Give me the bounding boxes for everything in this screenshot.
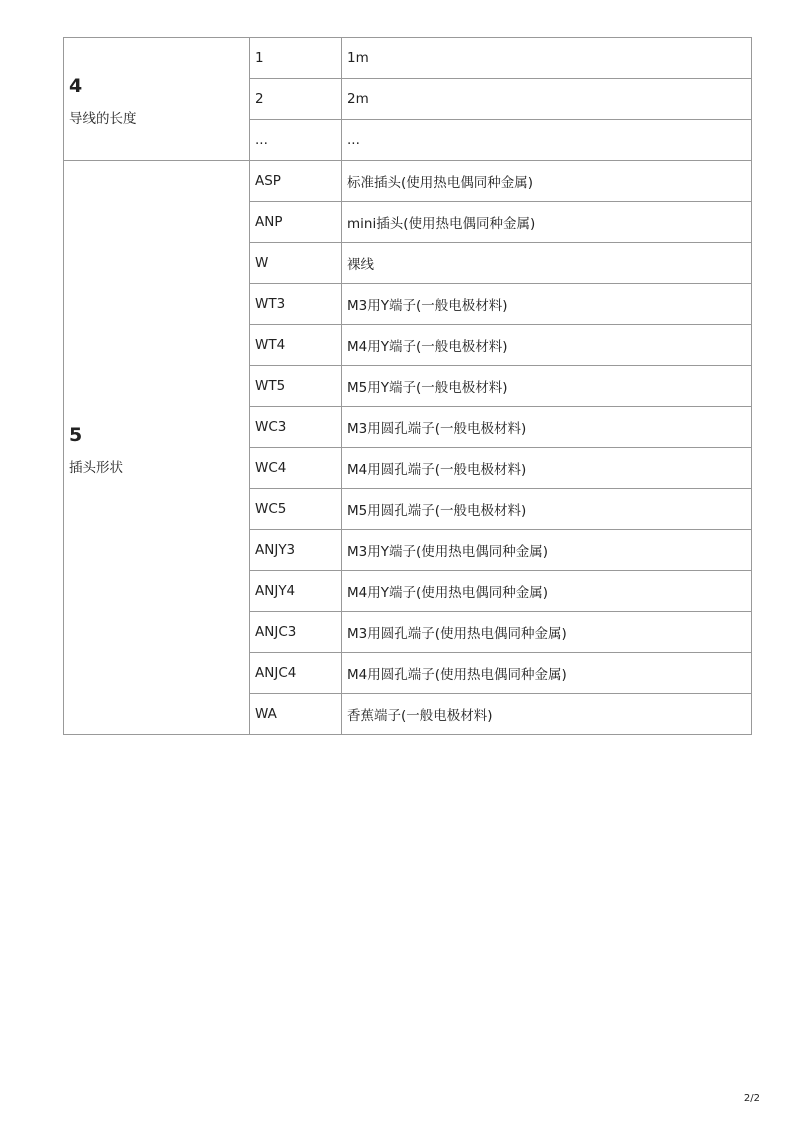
table-row <box>64 38 752 79</box>
code-cell: WA <box>250 694 342 735</box>
code-cell: 1 <box>250 38 342 79</box>
description-cell: M4用圆孔端子(一般电极材料) <box>342 448 752 489</box>
description-cell: M3用圆孔端子(使用热电偶同种金属) <box>342 612 752 653</box>
description-cell: M5用圆孔端子(一般电极材料) <box>342 489 752 530</box>
description-cell: mini插头(使用热电偶同种金属) <box>342 202 752 243</box>
code-cell: ANJC3 <box>250 612 342 653</box>
description-cell: M3用圆孔端子(一般电极材料) <box>342 407 752 448</box>
description-cell: 裸线 <box>342 243 752 284</box>
description-cell: 标准插头(使用热电偶同种金属) <box>342 161 752 202</box>
code-cell: ANP <box>250 202 342 243</box>
description-cell: M3用Y端子(使用热电偶同种金属) <box>342 530 752 571</box>
description-cell: 1m <box>342 38 752 79</box>
description-cell: 香蕉端子(一般电极材料) <box>342 694 752 735</box>
group-cell <box>64 161 250 735</box>
spec-table <box>63 37 752 735</box>
description-cell: 2m <box>342 79 752 120</box>
description-cell: M4用Y端子(一般电极材料) <box>342 325 752 366</box>
code-cell: ANJY3 <box>250 530 342 571</box>
group-label: 导线的长度 <box>69 111 137 127</box>
code-cell: WT3 <box>250 284 342 325</box>
code-cell: 2 <box>250 79 342 120</box>
table-row <box>64 161 752 202</box>
code-cell: ... <box>250 120 342 161</box>
group-label: 插头形状 <box>69 459 123 476</box>
description-cell: M3用Y端子(一般电极材料) <box>342 284 752 325</box>
code-cell: WC5 <box>250 489 342 530</box>
code-cell: WT4 <box>250 325 342 366</box>
description-cell: ... <box>342 120 752 161</box>
page-number: 2/2 <box>743 1093 760 1104</box>
code-cell: ANJY4 <box>250 571 342 612</box>
code-cell: ASP <box>250 161 342 202</box>
description-cell: M4用圆孔端子(使用热电偶同种金属) <box>342 653 752 694</box>
code-cell: ANJC4 <box>250 653 342 694</box>
code-cell: WC3 <box>250 407 342 448</box>
code-cell: WC4 <box>250 448 342 489</box>
description-cell: M4用Y端子(使用热电偶同种金属) <box>342 571 752 612</box>
group-cell <box>64 38 250 161</box>
group-number: 4 <box>69 75 83 97</box>
group-number: 5 <box>69 423 83 446</box>
code-cell: W <box>250 243 342 284</box>
description-cell: M5用Y端子(一般电极材料) <box>342 366 752 407</box>
code-cell: WT5 <box>250 366 342 407</box>
